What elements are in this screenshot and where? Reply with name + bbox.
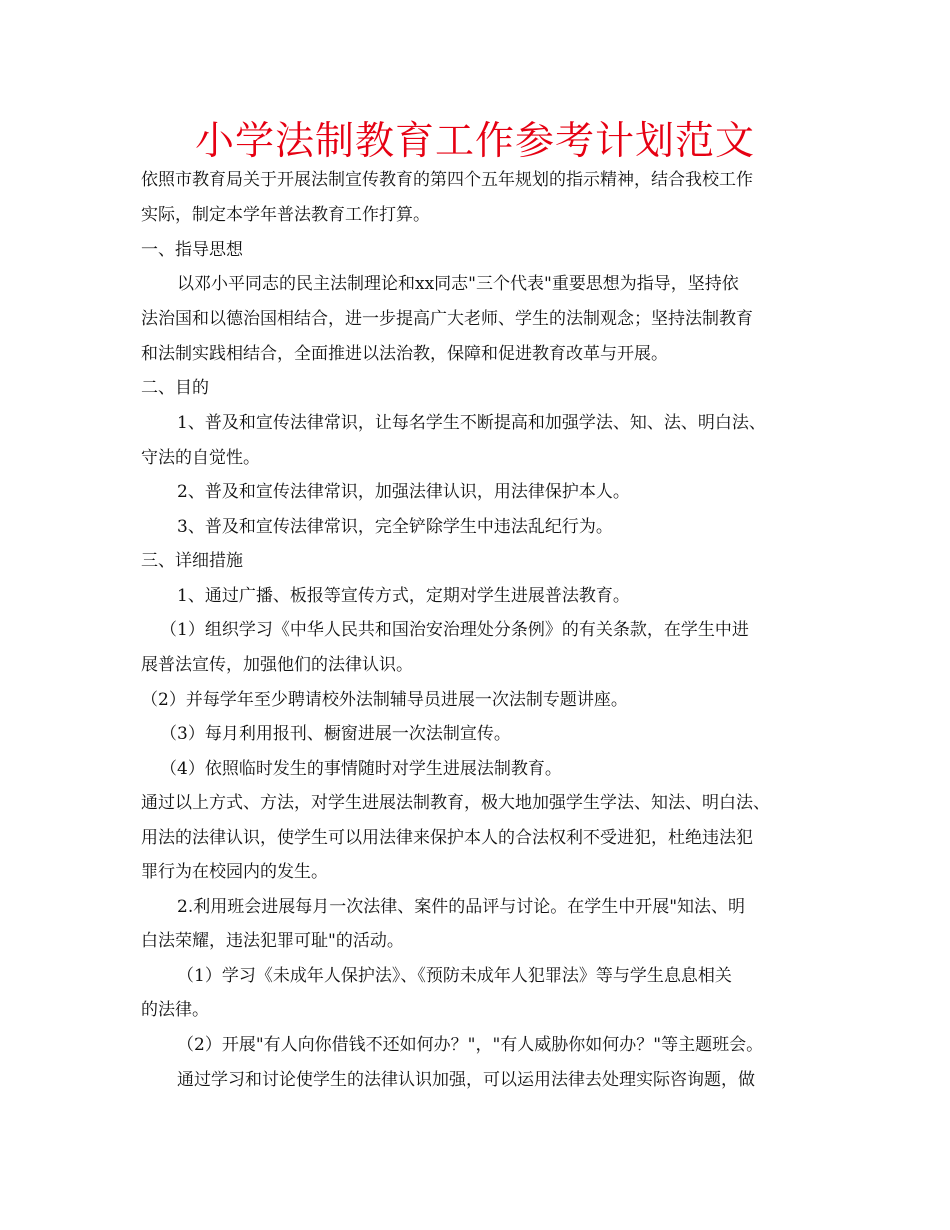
paragraph-line: 1、通过广播、板报等宣传方式，定期对学生进展普法教育。 [177, 586, 630, 606]
paragraph-line: （3）每月利用报刊、橱窗进展一次法制宣传。 [160, 724, 511, 744]
paragraph-line: 和法制实践相结合，全面推进以法治教，保障和促进教育改革与开展。 [141, 344, 668, 364]
section-heading: 一、指导思想 [141, 240, 243, 260]
paragraph-line: 2、普及和宣传法律常识，加强法律认识，用法律保护本人。 [177, 482, 630, 502]
paragraph-line: 2.利用班会进展每月一次法律、案件的品评与讨论。在学生中开展"知法、明 [177, 897, 746, 917]
paragraph-line: （4）依照临时发生的事情随时对学生进展法制教育。 [160, 759, 562, 779]
paragraph-line: （2）并每学年至少聘请校外法制辅导员进展一次法制专题讲座。 [141, 690, 628, 710]
paragraph-line: （1）学习《未成年人保护法》、《预防未成年人犯罪法》等与学生息息相关 [177, 966, 732, 986]
paragraph-line: 用法的法律认识，使学生可以用法律来保护本人的合法权利不受进犯，杜绝违法犯 [141, 828, 753, 848]
paragraph-line: （1）组织学习《中华人民共和国治安治理处分条例》的有关条款，在学生中进 [160, 620, 749, 640]
paragraph-line: 法治国和以德治国相结合，进一步提高广大老师、学生的法制观念；坚持法制教育 [141, 309, 753, 329]
paragraph-line: 实际，制定本学年普法教育工作打算。 [141, 205, 430, 225]
paragraph-line: 白法荣耀，违法犯罪可耻"的活动。 [141, 931, 404, 951]
paragraph-line: 罪行为在校园内的发生。 [141, 862, 328, 882]
paragraph-line: 展普法宣传，加强他们的法律认识。 [141, 655, 413, 675]
document-title: 小学法制教育工作参考计划范文 [194, 119, 755, 164]
paragraph-line: 1、普及和宣传法律常识，让每名学生不断提高和加强学法、知、法、明白法、 [177, 413, 766, 433]
paragraph-line: 以邓小平同志的民主法制理论和xx同志"三个代表"重要思想为指导，坚持依 [177, 274, 739, 294]
section-heading: 三、详细措施 [141, 551, 243, 571]
paragraph-line: 守法的自觉性。 [141, 448, 260, 468]
paragraph-line: 通过以上方式、方法，对学生进展法制教育，极大地加强学生学法、知法、明白法、 [141, 793, 770, 813]
paragraph-line: （2）开展"有人向你借钱不还如何办？"，"有人威胁你如何办？"等主题班会。 [177, 1035, 764, 1055]
paragraph-line: 的法律。 [141, 1000, 209, 1020]
paragraph-line: 3、普及和宣传法律常识，完全铲除学生中违法乱纪行为。 [177, 517, 613, 537]
paragraph-line: 通过学习和讨论使学生的法律认识加强，可以运用法律去处理实际咨询题，做 [177, 1070, 755, 1090]
paragraph-line: 依照市教育局关于开展法制宣传教育的第四个五年规划的指示精神，结合我校工作 [141, 170, 753, 190]
section-heading: 二、目的 [141, 378, 209, 398]
